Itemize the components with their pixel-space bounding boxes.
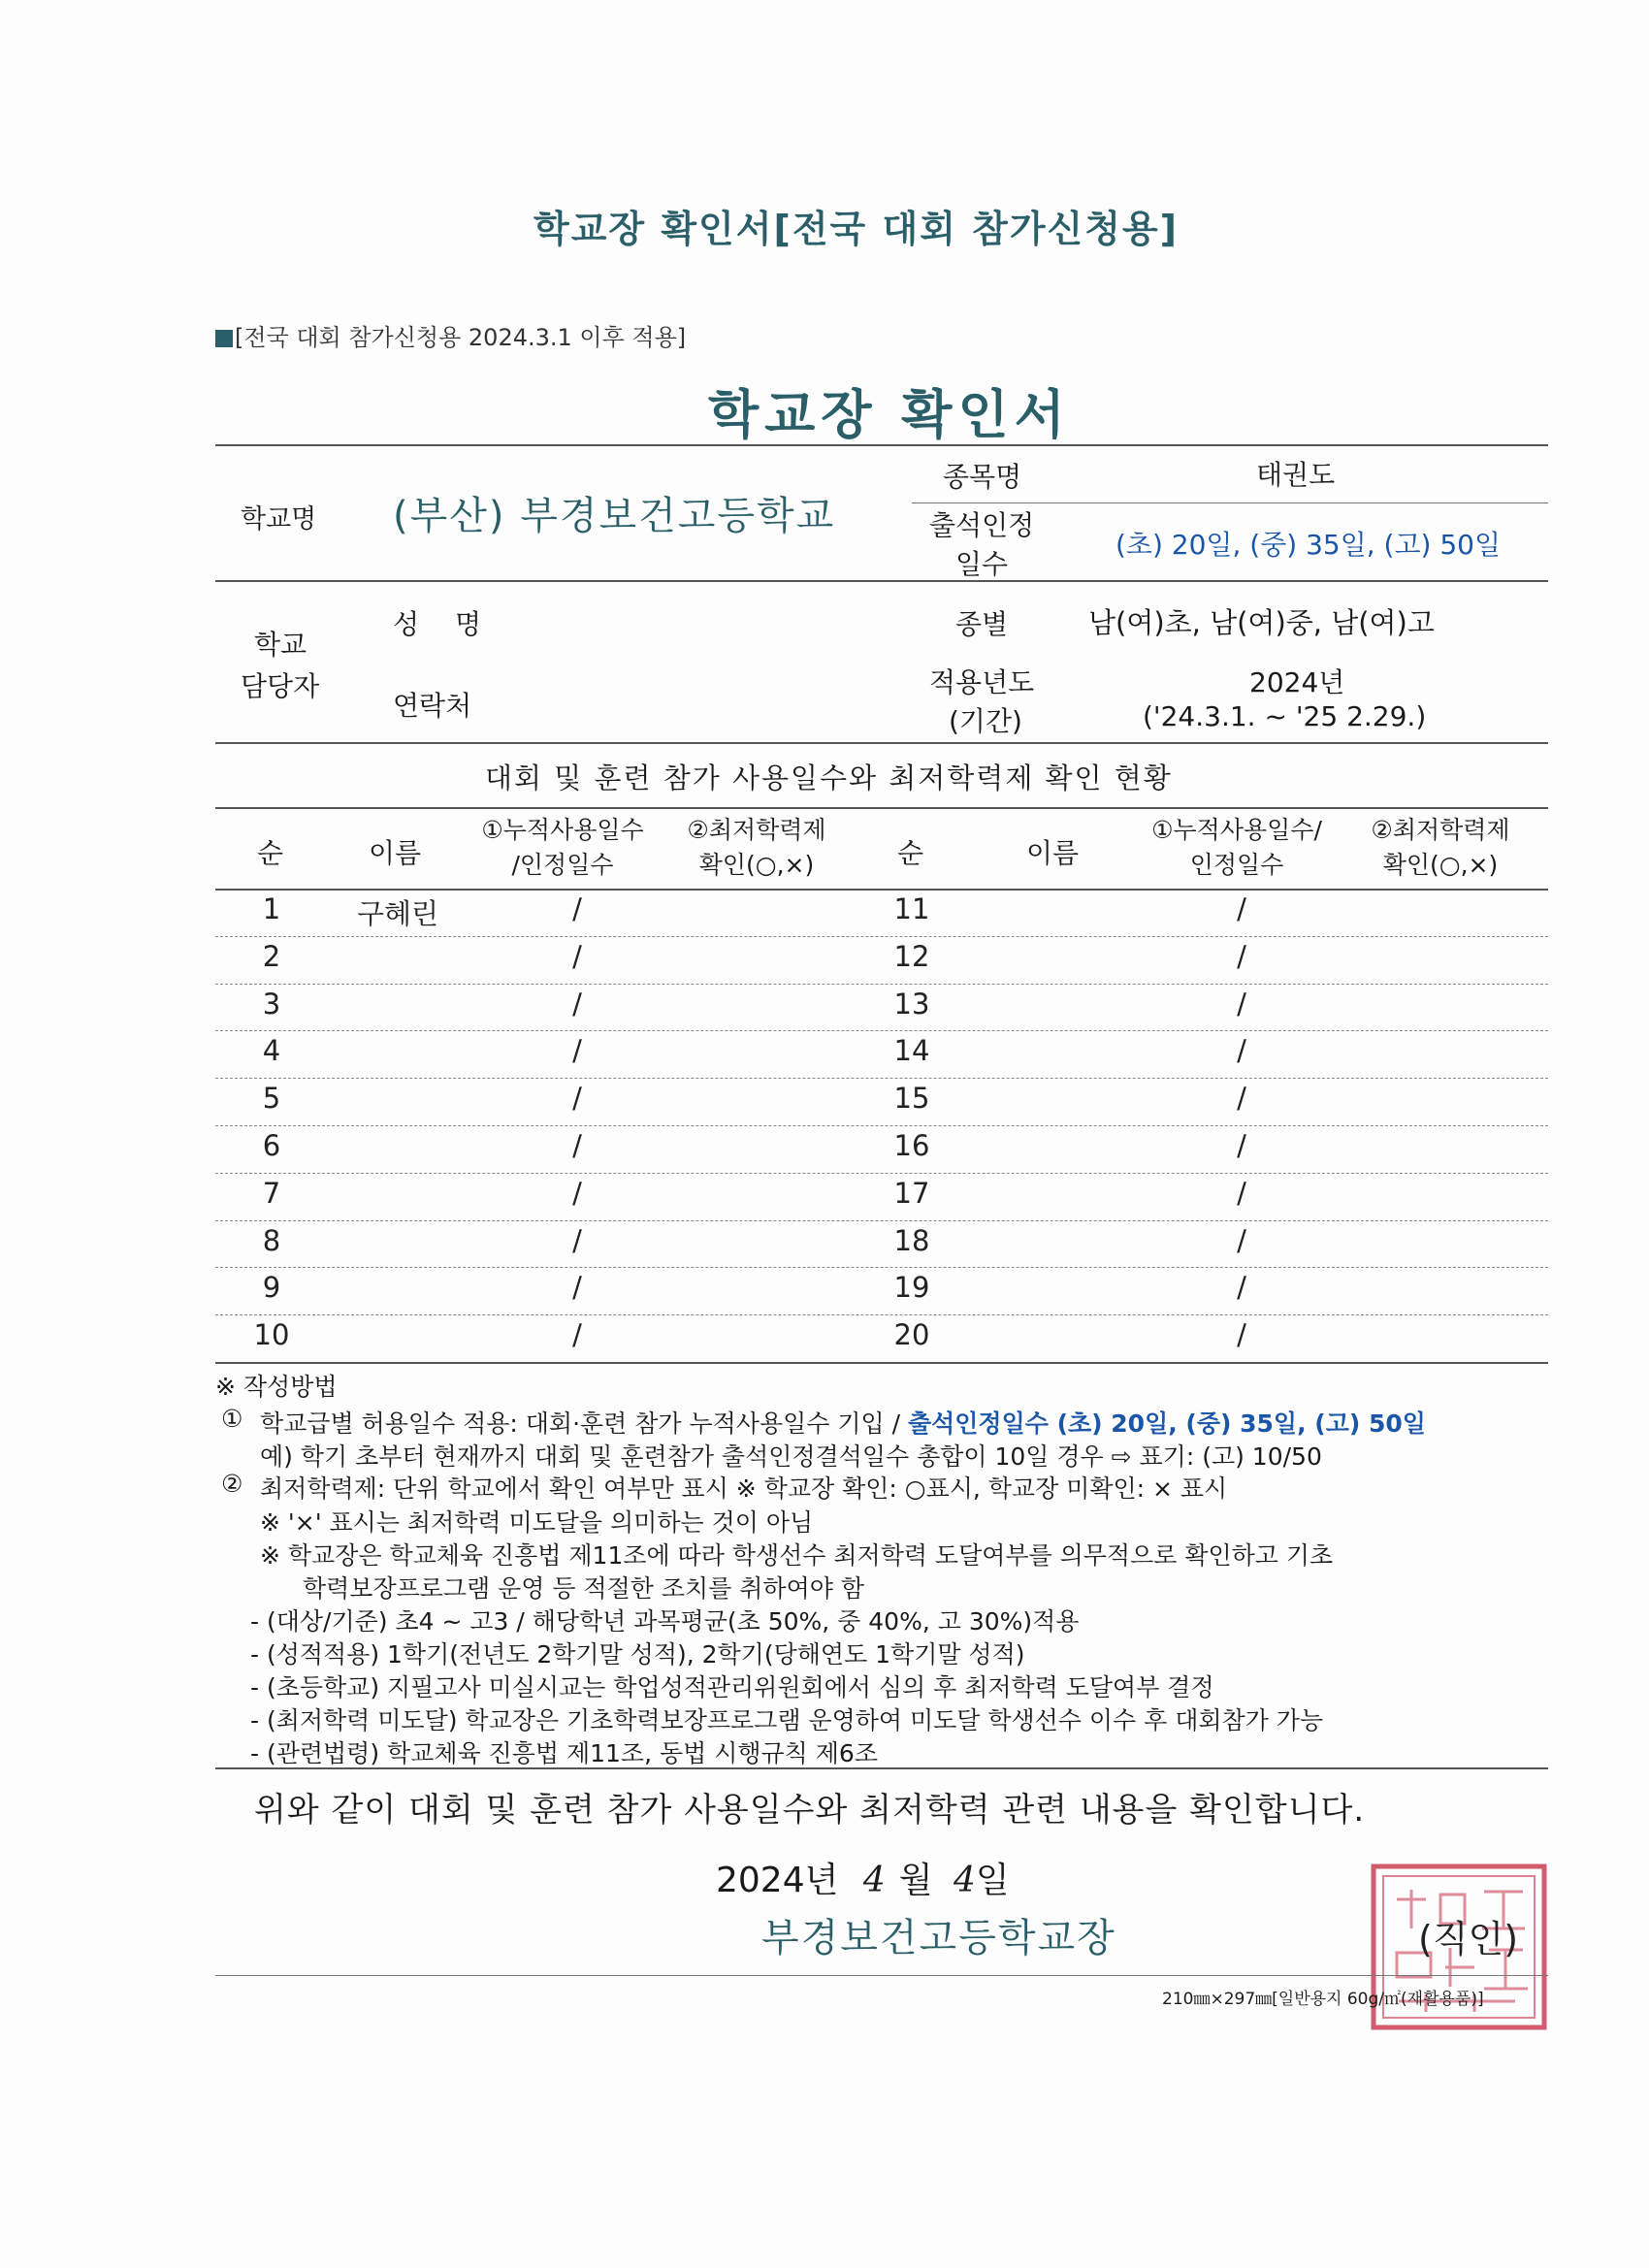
year-value-2: ('24.3.1. ~ '25 2.29.) — [1143, 700, 1427, 732]
signer: 부경보건고등학교장 — [761, 1916, 1116, 1960]
row-days: / — [572, 1223, 582, 1257]
table-caption: 대회 및 훈련 참가 사용일수와 최저학력제 확인 현황 — [485, 761, 1173, 794]
row-divider — [215, 1030, 1548, 1031]
row-days: / — [1237, 1082, 1246, 1116]
contact-label: 연락처 — [393, 690, 472, 722]
header-no-left: 순 — [257, 837, 284, 869]
row-divider — [215, 1267, 1548, 1268]
row-number: 8 — [262, 1223, 281, 1257]
row-number: 13 — [893, 987, 930, 1021]
note-1-highlight: 출석인정일수 (초) 20일, (중) 35일, (고) 50일 — [907, 1409, 1426, 1438]
detail-3: - (초등학교) 지필고사 미실시교는 학업성적관리위원회에서 심의 후 최저학력 도달여부 결정 — [250, 1673, 1214, 1701]
row-days: / — [1237, 987, 1246, 1021]
header-check-right — [1343, 813, 1537, 883]
attendance-label-1: 출석인정 — [929, 509, 1035, 541]
attendance-value: (초) 20일, (중) 35일, (고) 50일 — [1116, 529, 1502, 561]
row-days: / — [572, 1271, 582, 1305]
row-number: 18 — [893, 1223, 930, 1257]
row-days: / — [1237, 892, 1246, 925]
row-number: 19 — [893, 1271, 930, 1305]
subtitle: [전국 대회 참가신청용 2024.3.1 이후 적용] — [235, 324, 687, 351]
row-days: / — [1237, 1176, 1246, 1210]
row-number: 14 — [893, 1034, 930, 1068]
note-1 — [260, 1405, 1426, 1440]
date-month: 4 — [862, 1861, 886, 1900]
header-check-left-line1: ②최저학력제 — [687, 816, 826, 844]
row-days: / — [1237, 1271, 1246, 1305]
header-days-left-line2: /인정일수 — [511, 851, 614, 879]
row-name: 구혜린 — [356, 897, 439, 930]
row-number: 1 — [262, 892, 281, 925]
year-label-2: (기간) — [949, 705, 1022, 737]
row-number: 5 — [262, 1082, 281, 1116]
header-name-right: 이름 — [1026, 837, 1080, 869]
row-number: 15 — [893, 1082, 930, 1116]
row-number: 20 — [893, 1318, 930, 1352]
paper-spec: 210㎜×297㎜[일반용지 60g/㎡(재활용품)] — [1162, 1990, 1484, 2009]
row-days: / — [1237, 1223, 1246, 1257]
header-days-right — [1140, 813, 1334, 883]
date-day-unit: 일 — [975, 1861, 1010, 1900]
row-divider — [215, 984, 1548, 985]
row-days: / — [572, 939, 582, 973]
year-label-1: 적용년도 — [929, 666, 1035, 698]
row-days: / — [572, 1129, 582, 1162]
row-number: 2 — [262, 939, 281, 973]
seal-text: (직인) — [1418, 1918, 1519, 1960]
row-number: 11 — [893, 892, 930, 925]
row-number: 9 — [262, 1271, 281, 1305]
row-days: / — [572, 1176, 582, 1210]
confirm-date — [716, 1853, 1010, 1902]
header-check-right-line1: ②최저학력제 — [1371, 816, 1510, 844]
name-label: 성 명 — [393, 608, 495, 640]
date-day: 4 — [954, 1861, 976, 1900]
row-divider — [215, 1125, 1548, 1126]
detail-4: - (최저학력 미도달) 학교장은 기초학력보장프로그램 운영하여 미도달 학생선수 이수 후 대회참가 가능 — [250, 1706, 1324, 1734]
school-value: (부산) 부경보건고등학교 — [393, 494, 836, 538]
note-2-sub2b: 학력보장프로그램 운영 등 적절한 조치를 취하여야 함 — [303, 1574, 864, 1603]
detail-2: - (성적적용) 1학기(전년도 2학기말 성적), 2학기(당해연도 1학기말 성적) — [250, 1640, 1025, 1669]
note-1-text: 학교급별 허용일수 적용: 대회·훈련 참가 누적사용일수 기입 / — [260, 1409, 908, 1438]
notes-heading: ※ 작성방법 — [215, 1373, 338, 1401]
note-1-example: 예) 학기 초부터 현재까지 대회 및 훈련참가 출석인정결석일수 총합이 10일 경우 ⇨ 표기: (고) 10/50 — [260, 1442, 1322, 1471]
row-days: / — [572, 987, 582, 1021]
header-name-left: 이름 — [369, 837, 422, 869]
confirm-statement: 위와 같이 대회 및 훈련 참가 사용일수와 최저학력 관련 내용을 확인합니다. — [254, 1791, 1366, 1830]
top-title: 학교장 확인서[전국 대회 참가신청용] — [534, 208, 1180, 250]
header-days-left-line1: ①누적사용일수 — [481, 816, 644, 844]
row-divider — [215, 1220, 1548, 1221]
row-days: / — [572, 1034, 582, 1068]
detail-1: - (대상/기준) 초4 ~ 고3 / 해당학년 과목평균(초 50%, 중 40%, 고 30%)적용 — [250, 1607, 1080, 1636]
detail-5: - (관련법령) 학교체육 진흥법 제11조, 동법 시행규칙 제6조 — [250, 1739, 878, 1767]
note-2-text: 최저학력제: 단위 학교에서 확인 여부만 표시 ※ 학교장 확인: ○표시, 학교장 미확인: × 표시 — [260, 1474, 1228, 1503]
header-no-right: 순 — [897, 837, 924, 869]
sport-value: 태권도 — [1256, 459, 1336, 491]
row-days: / — [1237, 939, 1246, 973]
row-divider — [215, 1078, 1548, 1079]
school-label: 학교명 — [241, 504, 317, 535]
gender-value: 남(여)초, 남(여)중, 남(여)고 — [1088, 606, 1435, 639]
sport-label: 종목명 — [943, 461, 1022, 493]
attendance-label-2: 일수 — [955, 548, 1009, 580]
note-2-number: ② — [221, 1470, 243, 1498]
manager-label-1: 학교 — [254, 629, 307, 661]
row-divider — [215, 1173, 1548, 1174]
header-check-left-line2: 확인(○,×) — [698, 851, 815, 879]
note-1-number: ① — [221, 1405, 243, 1433]
date-year: 2024년 — [716, 1861, 839, 1900]
note-2-sub2a: ※ 학교장은 학교체육 진흥법 제11조에 따라 학생선수 최저학력 도달여부를 의무적으로 확인하고 기초 — [260, 1541, 1334, 1570]
header-check-left — [664, 813, 849, 883]
row-divider — [215, 1314, 1548, 1315]
row-number: 7 — [262, 1176, 281, 1210]
header-days-right-line2: 인정일수 — [1189, 851, 1284, 879]
row-days: / — [1237, 1318, 1246, 1352]
row-number: 4 — [262, 1034, 281, 1068]
gender-label: 종별 — [955, 608, 1009, 640]
date-month-unit: 월 — [898, 1861, 933, 1900]
row-days: / — [572, 892, 582, 925]
row-days: / — [1237, 1129, 1246, 1162]
row-days: / — [572, 1082, 582, 1116]
row-number: 3 — [262, 987, 281, 1021]
header-days-right-line1: ①누적사용일수/ — [1151, 816, 1322, 844]
row-number: 16 — [893, 1129, 930, 1162]
manager-label-2: 담당자 — [241, 670, 320, 702]
row-number: 10 — [253, 1318, 290, 1352]
row-number: 6 — [262, 1129, 281, 1162]
square-marker-icon — [215, 330, 233, 347]
year-value-1: 2024년 — [1249, 666, 1345, 698]
row-days: / — [1237, 1034, 1246, 1068]
row-number: 12 — [893, 939, 930, 973]
subtitle-row — [215, 318, 686, 352]
row-days: / — [572, 1318, 582, 1352]
row-divider — [215, 936, 1548, 937]
note-2-sub1: ※ '×' 표시는 최저학력 미도달을 의미하는 것이 아님 — [260, 1508, 814, 1537]
row-number: 17 — [893, 1176, 930, 1210]
header-check-right-line2: 확인(○,×) — [1382, 851, 1499, 879]
header-days-left — [470, 813, 655, 883]
main-title: 학교장 확인서 — [708, 384, 1071, 445]
